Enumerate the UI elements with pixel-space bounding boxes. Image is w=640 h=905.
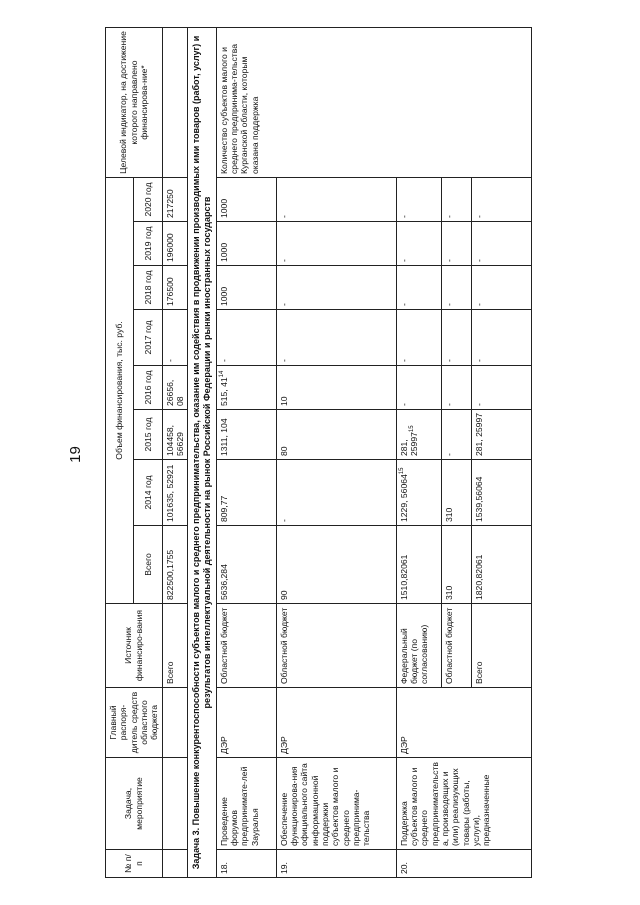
totals-2014: 101635, 52921 [162, 460, 188, 526]
empty-cell [162, 28, 188, 178]
row-2014: 1539,56064 [471, 460, 531, 526]
header-indicator: Целевой индикатор, на достижение которого направлено финансирова-ние* [106, 28, 163, 178]
row-2020: 1000 [216, 178, 276, 222]
header-year: 2017 год [134, 310, 162, 366]
row-total: 310 [441, 526, 471, 604]
totals-source: Всего [162, 604, 188, 688]
row-2018: 1000 [216, 266, 276, 310]
empty-cell [162, 688, 188, 758]
row-task: Поддержка субъектов малого и среднего предпринимательства, производящих и (или) реализующих товары (работы, услуги), предназначенные [396, 758, 531, 850]
row-no: 19. [276, 850, 396, 878]
row-task: Обеспечение функционирова-ния официального сайта информационной поддержки субъектов малого и среднего предпринима-тельства [276, 758, 396, 850]
row-2015: 1311, 104 [216, 410, 276, 460]
row-total: 1510,82061 [396, 526, 441, 604]
footnote-mark: 14 [218, 370, 225, 378]
row-task: Проведение форумов предпринимате-лей Зауралья [216, 758, 276, 850]
table-row [216, 28, 276, 878]
row-2020: - [471, 178, 531, 222]
row-2016: 10 [276, 366, 396, 410]
header-year: 2019 год [134, 222, 162, 266]
financing-table-sheet [105, 28, 585, 878]
row-indicator: Количество субъектов малого и среднего предпринима-тельства Курганской области, которым оказана поддержка [216, 28, 531, 178]
row-2016-value: 515, 41 [218, 377, 229, 406]
row-total: 1820,82061 [471, 526, 531, 604]
header-year: 2014 год [134, 460, 162, 526]
financing-table [105, 27, 532, 878]
totals-2016: 26656, 08 [162, 366, 188, 410]
row-total: 90 [276, 526, 396, 604]
totals-2018: 176500 [162, 266, 188, 310]
row-2014: 310 [441, 460, 471, 526]
totals-row [162, 28, 188, 878]
header-admin: Главный распоря-дитель средств областного бюджета [106, 688, 163, 758]
row-source: Областной бюджет [441, 604, 471, 688]
header-source: Источник финансиро-вания [106, 604, 163, 688]
row-2014-value: 1229, 56064 [398, 474, 409, 522]
row-2020: - [396, 178, 441, 222]
row-2016: - [441, 366, 471, 410]
row-2018: - [471, 266, 531, 310]
header-row-1 [106, 28, 134, 878]
row-admin: ДЭР [216, 688, 276, 758]
footnote-mark: 15 [409, 425, 416, 433]
totals-2019: 196000 [162, 222, 188, 266]
row-2019: - [396, 222, 441, 266]
row-2016: - [396, 366, 441, 410]
row-2014: 809,77 [216, 460, 276, 526]
row-2017: - [216, 310, 276, 366]
row-2016 [216, 366, 276, 410]
row-source: Областной бюджет [216, 604, 276, 688]
row-2015-value: 281, 25997 [398, 432, 420, 456]
row-2014: - [276, 460, 396, 526]
totals-2020: 217250 [162, 178, 188, 222]
row-total: 5636,284 [216, 526, 276, 604]
footnote-mark: 15 [398, 467, 405, 475]
row-2016: - [471, 366, 531, 410]
row-2018: - [441, 266, 471, 310]
header-total: Всего [134, 526, 162, 604]
row-2019: - [276, 222, 396, 266]
header-year: 2018 год [134, 266, 162, 310]
row-2015: - [441, 410, 471, 460]
row-admin: ДЭР [276, 688, 396, 758]
row-no: 20. [396, 850, 531, 878]
header-volume: Объем финансирования, тыс. руб. [106, 178, 134, 604]
row-2017: - [441, 310, 471, 366]
row-no: 18. [216, 850, 276, 878]
task-3-title: Задача 3. Повышение конкурентоспособности субъектов малого и среднего предпринимательства, оказание им содействия в продвижении производимых ими товаров (работ, услуг) и результатов интеллектуальной деятельности на рынок Российской Федерации и рынки иностранных государств [188, 28, 217, 878]
row-2018: - [396, 266, 441, 310]
header-no: № п/п [106, 850, 163, 878]
totals-2015: 104458, 56629 [162, 410, 188, 460]
row-2015: 80 [276, 410, 396, 460]
totals-2017: - [162, 310, 188, 366]
page-number: 19 [66, 446, 84, 463]
header-year: 2020 год [134, 178, 162, 222]
row-2020: - [276, 178, 396, 222]
row-2017: - [471, 310, 531, 366]
row-2015: 281, 25997 [471, 410, 531, 460]
row-2019: - [441, 222, 471, 266]
row-2019: 1000 [216, 222, 276, 266]
row-2017: - [396, 310, 441, 366]
empty-cell [162, 758, 188, 850]
row-admin: ДЭР [396, 688, 531, 758]
row-2017: - [276, 310, 396, 366]
row-2014 [396, 460, 441, 526]
task-3-row [188, 28, 217, 878]
row-2015 [396, 410, 441, 460]
header-task: Задача, мероприятие [106, 758, 163, 850]
row-source: Всего [471, 604, 531, 688]
header-year: 2016 год [134, 366, 162, 410]
row-source: Федеральный бюджет (по согласованию) [396, 604, 441, 688]
row-source: Областной бюджет [276, 604, 396, 688]
row-2019: - [471, 222, 531, 266]
header-year: 2015 год [134, 410, 162, 460]
row-2020: - [441, 178, 471, 222]
empty-cell [162, 850, 188, 878]
totals-total: 822500,1755 [162, 526, 188, 604]
row-2018: - [276, 266, 396, 310]
